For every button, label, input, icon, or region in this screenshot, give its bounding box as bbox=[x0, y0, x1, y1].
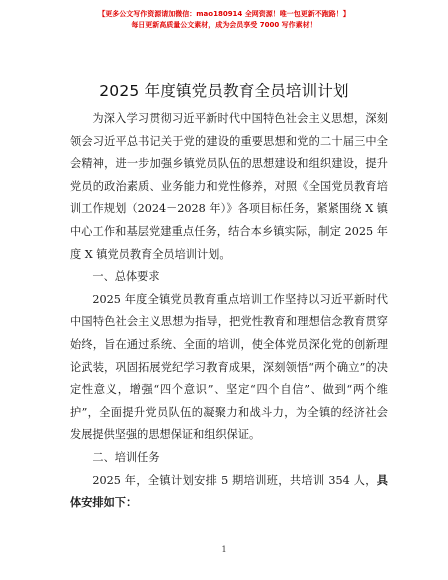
section-1-heading: 一、总体要求 bbox=[92, 270, 160, 284]
section-2-text: 2025 年，全镇计划安排 5 期培训班，共培训 354 人， bbox=[92, 473, 377, 487]
section-1-paragraph: 2025 年度全镇党员教育重点培训工作坚持以习近平新时代中国特色社会主义思想为指导，把党性教育和理想信念教育贯穿始终，旨在通过系统、全面的培训，使全体党员深化党的创新理论武装，巩固拓展党纪学习教育成果，深刻领悟“两个确立”的决定性意义，增强“四个意识”、坚定“四个自信”、做到“两个维护”，全面提升党员队伍的凝聚力和战斗力，为全镇的经济社会发展提供坚强的思想保证和组织保证。 bbox=[70, 292, 388, 442]
section-2-bold-text: 具体安排如下： bbox=[70, 473, 388, 510]
section-2-paragraph bbox=[70, 470, 388, 515]
promo-banner bbox=[0, 9, 448, 31]
promo-banner-line-1: 【更多公文写作资源请加微信：mao180914 全网资源！唯一包更新不跑路！】 bbox=[98, 10, 350, 18]
page-number: 1 bbox=[221, 545, 227, 554]
document-body bbox=[70, 108, 388, 515]
promo-banner-line-2: 每日更新高质量公文素材，成为会员享受 7000 写作素材！ bbox=[131, 21, 317, 29]
intro-paragraph: 为深入学习贯彻习近平新时代中国特色社会主义思想，深刻领会习近平总书记关于党的建设的重要思想和党的二十届三中全会精神，进一步加强乡镇党员队伍的思想建设和组织建设，提升党员的政治素质、业务能力和党性修养，对照《全国党员教育培训工作规划（2024－2028 年）》各项目标任务，紧紧围绕 X 镇中心工作和基层党建重点任务，结合本乡镇实际，制定 2025 年度 X 镇党员教育全员培训计划。 bbox=[70, 112, 388, 261]
document-title: 2025 年度镇党员教育全员培训计划 bbox=[99, 82, 349, 100]
section-2-heading: 二、培训任务 bbox=[92, 450, 160, 464]
